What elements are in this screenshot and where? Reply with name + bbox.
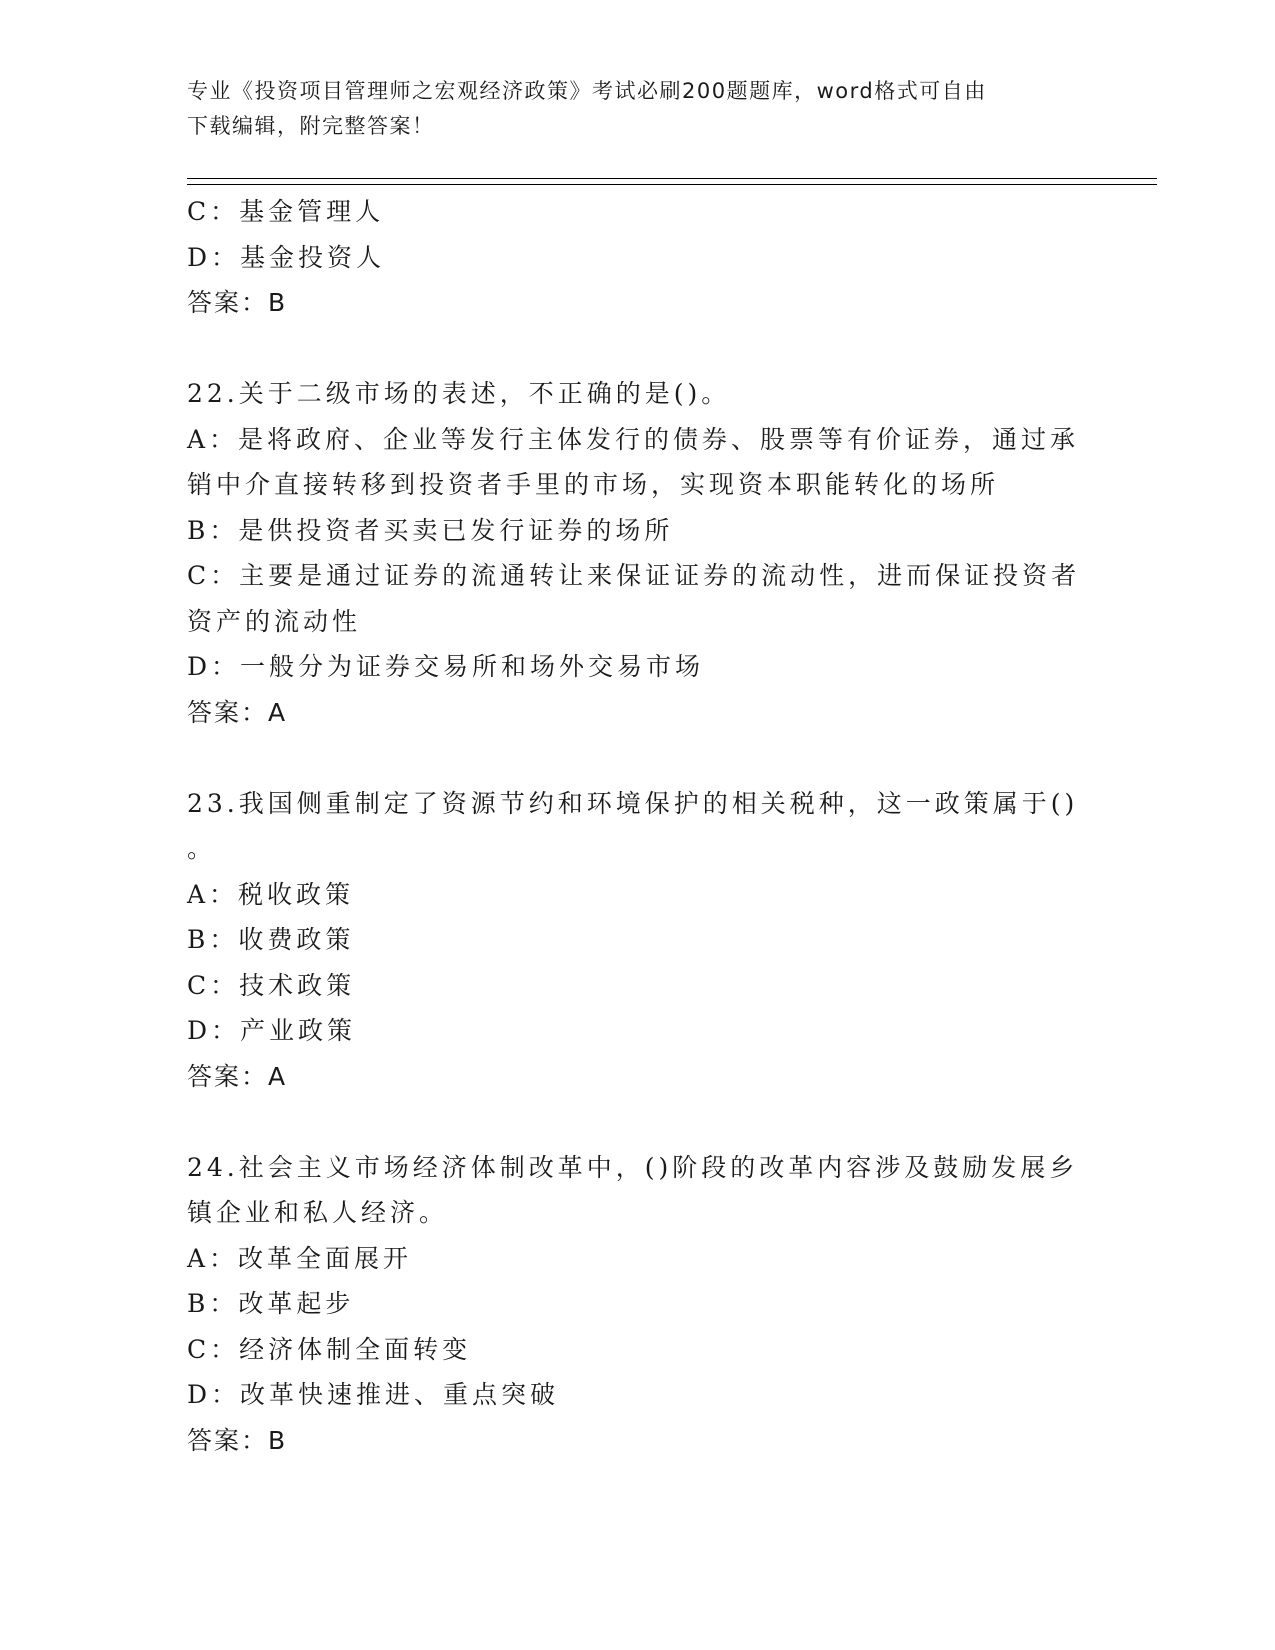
question-block-prev — [187, 189, 1087, 326]
option-c: C：技术政策 — [187, 970, 356, 1000]
answer-line: 答案：B — [187, 1425, 288, 1455]
option-a: A：税收政策 — [187, 879, 355, 909]
option-a-continued: 销中介直接转移到投资者手里的市场，实现资本职能转化的场所 — [187, 470, 1000, 499]
spacer — [187, 735, 1087, 781]
header-divider-bottom — [187, 184, 1157, 185]
header-divider-top — [187, 178, 1157, 179]
option-b: B：改革起步 — [187, 1289, 355, 1318]
header-line-1: 专业《投资项目管理师之宏观经济政策》考试必刷200题题库，word格式可自由 — [187, 79, 987, 103]
spacer — [187, 1099, 1087, 1145]
option-c-continued: 资产的流动性 — [187, 606, 362, 636]
question-block-24 — [187, 1145, 1087, 1464]
answer-line: 答案：A — [187, 697, 288, 727]
option-c: C：主要是通过证券的流通转让来保证证券的流动性，进而保证投资者 — [187, 561, 1081, 590]
document-header — [187, 74, 1077, 144]
question-stem: 22.关于二级市场的表述，不正确的是()。 — [187, 379, 731, 408]
question-stem-continued: 。 — [187, 834, 217, 863]
spacer — [187, 326, 1087, 372]
option-a: A：改革全面展开 — [187, 1243, 413, 1273]
option-b: B：是供投资者买卖已发行证券的场所 — [187, 515, 674, 545]
option-d: D：改革快速推进、重点突破 — [187, 1380, 560, 1409]
question-stem: 24.社会主义市场经济体制改革中，()阶段的改革内容涉及鼓励发展乡 — [187, 1152, 1079, 1182]
option-d: D：一般分为证券交易所和场外交易市场 — [187, 652, 705, 681]
answer-line: 答案：B — [187, 288, 288, 317]
option-d: D：产业政策 — [187, 1016, 357, 1045]
question-stem-continued: 镇企业和私人经济。 — [187, 1198, 449, 1227]
question-list — [187, 189, 1087, 1463]
header-line-2: 下载编辑，附完整答案！ — [187, 114, 435, 138]
question-stem: 23.我国侧重制定了资源节约和环境保护的相关税种，这一政策属于() — [187, 788, 1079, 818]
option-d: D：基金投资人 — [187, 242, 386, 272]
answer-line: 答案：A — [187, 1061, 288, 1091]
option-c: C：经济体制全面转变 — [187, 1334, 472, 1364]
option-a: A：是将政府、企业等发行主体发行的债券、股票等有价证券，通过承 — [187, 424, 1080, 454]
question-block-23 — [187, 781, 1087, 1100]
option-c: C：基金管理人 — [187, 197, 385, 226]
option-b: B：收费政策 — [187, 925, 355, 954]
question-block-22 — [187, 371, 1087, 735]
